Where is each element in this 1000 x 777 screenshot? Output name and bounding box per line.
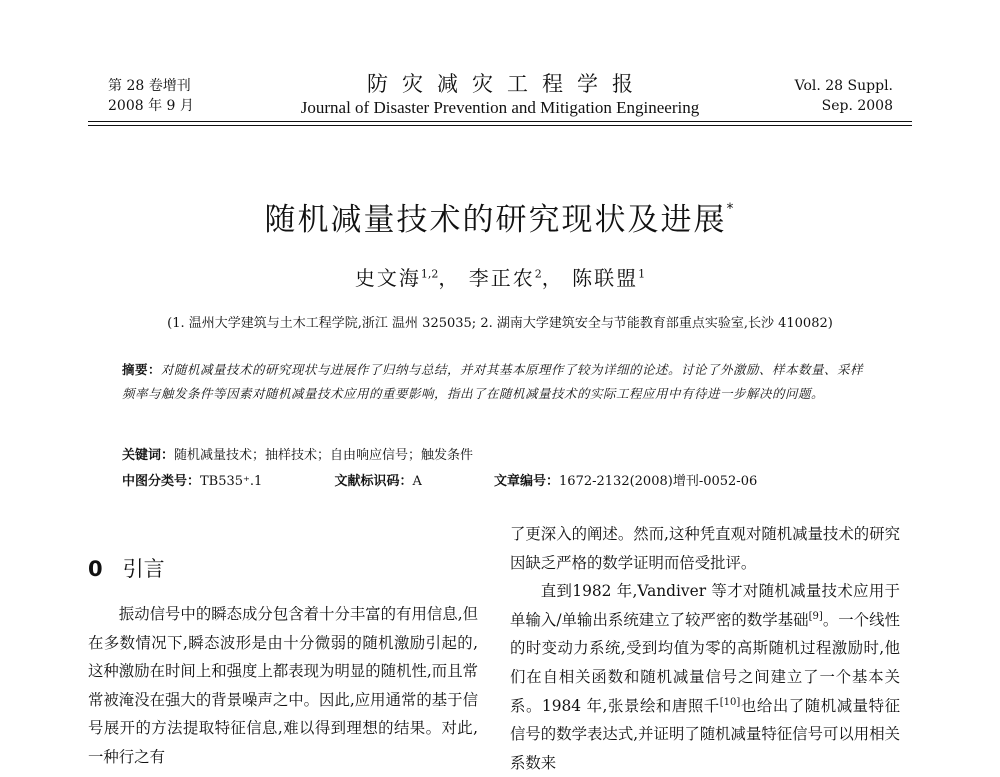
paragraph-text: 也给出了随机减量特征信号的数学表达式,并证明了随机减量特征信号可以用相关系数来 (510, 696, 900, 772)
author-name: 史文海 (354, 266, 421, 290)
issue-info-en (795, 76, 893, 116)
body-column-right (510, 520, 900, 772)
abstract (122, 358, 874, 406)
issue-volume-en: Vol. 28 Suppl. (794, 78, 893, 94)
author-affiliation-mark: 1 (638, 267, 646, 281)
clc-label: 中图分类号： (122, 474, 201, 489)
journal-name-en: Journal of Disaster Prevention and Mitigation Engineering (300, 98, 700, 117)
author-separator: ， (541, 266, 564, 290)
affiliations: (1. 温州大学建筑与土木工程学院,浙江 温州 325035; 2. 湖南大学建筑安全与节能教育部重点实验室,长沙 410082) (167, 316, 833, 331)
body-column-left (88, 600, 478, 766)
article-number-value: 1672-2132(2008)增刊-0052-06 (559, 474, 758, 489)
clc-value: TB535⁺.1 (200, 474, 263, 489)
keywords-label: 关键词： (122, 448, 175, 463)
doc-code-label: 文献标识码： (334, 474, 413, 489)
abstract-label: 摘要： (122, 362, 162, 377)
author-list (0, 262, 1000, 291)
classification-line (122, 472, 825, 492)
abstract-text: 对随机减量技术的研究现状与进展作了归纳与总结，并对其基本原理作了较为详细的论述。讨论了外激励、样本数量、采样频率与触发条件等因素对随机减量技术应用的重要影响，指出了在随机减量技术的实际工程应用中有待进一步解决的问题。 (122, 362, 864, 401)
doc-code-field (334, 474, 455, 489)
body-paragraph: 振动信号中的瞬态成分包含着十分丰富的有用信息,但在多数情况下,瞬态波形是由十分微弱的随机激励引起的,这种激励在时间上和强度上都表现为明显的随机性,而且常常被淹没在强大的背景噪声之中。因此,应用通常的基于信号展开的方法提取特征信息,难以得到理想的结果。对此,一种行之有 (88, 605, 478, 766)
author-name: 李正农 (468, 266, 535, 290)
author-separator: ， (438, 266, 461, 290)
keywords (122, 446, 473, 466)
title-footnote-mark: * (726, 200, 736, 217)
author-name: 陈联盟 (572, 266, 639, 290)
body-paragraph (510, 577, 900, 777)
article-title (0, 194, 1000, 239)
author-affiliation-mark: 1,2 (420, 267, 439, 281)
citation-ref: [10] (719, 696, 741, 708)
clc-field (122, 474, 296, 489)
journal-name-cn: 防灾减灾工程学报 (367, 72, 647, 96)
keywords-text: 随机减量技术；抽样技术；自由响应信号；触发条件 (174, 448, 474, 463)
body-paragraph: 了更深入的阐述。然而,这种凭直观对随机减量技术的研究因缺乏严格的数学证明而倍受批评。 (510, 525, 900, 572)
paragraph-text: 直到1982 年,Vandiver 等才对随机减量技术应用于单输入/单输出系统建立了较严密的数学基础 (510, 582, 900, 629)
section-title: 引言 (122, 557, 165, 581)
issue-date-cn: 2008 年 9 月 (108, 98, 194, 114)
header-rule-thin (88, 125, 912, 126)
issue-volume-cn: 第 28 卷增刊 (108, 78, 191, 94)
article-number-label: 文章编号： (494, 474, 560, 489)
paragraph-text: 。一个线性的时变动力系统,受到均值为零的高斯随机过程激励时,他们在自相关函数和随机减量信号之间建立了一个基本关系。1984 年,张景绘和唐照千 (510, 610, 900, 715)
author-affiliation-mark: 2 (534, 267, 542, 281)
header-rule-thick (88, 121, 912, 122)
citation-ref: [9] (808, 610, 823, 622)
doc-code-value: A (412, 474, 422, 489)
section-number: 0 (88, 557, 103, 581)
article-number-field (494, 474, 791, 489)
issue-date-en: Sep. 2008 (821, 98, 893, 114)
article-title-text: 随机减量技术的研究现状及进展 (264, 202, 727, 238)
section-heading (88, 553, 165, 583)
